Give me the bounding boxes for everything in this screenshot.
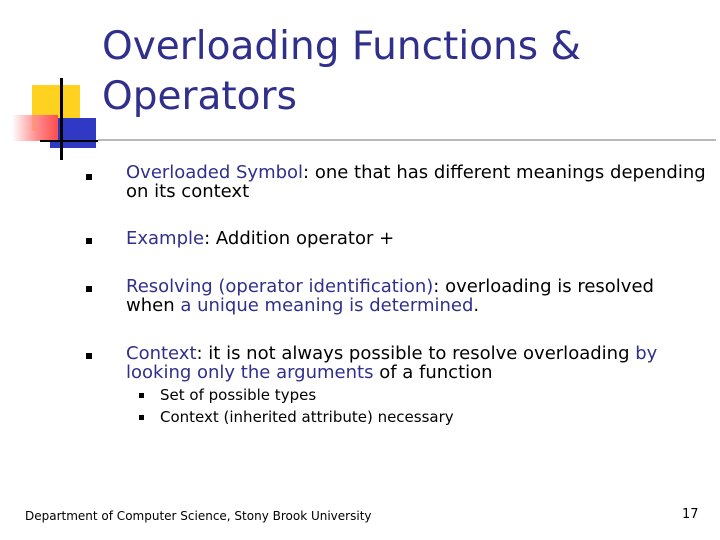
bullet-term: Example [126, 228, 205, 249]
sub-bullet-marker [139, 393, 144, 398]
bullet-marker [86, 353, 92, 359]
bullet-highlight: by looking only the arguments [126, 343, 658, 383]
bullet-separator: : it is not always possible to resolve overloading [196, 343, 636, 364]
sub-bullet-item: Set of possible types [160, 386, 317, 404]
footer-department: Department of Computer Science, Stony Brook University [25, 509, 372, 523]
sub-bullet-item: Context (inherited attribute) necessary [160, 408, 454, 426]
bullet-text: Addition operator + [215, 228, 395, 249]
sub-bullet-marker [139, 415, 144, 420]
slide-title: Overloading Functions & Operators [102, 24, 581, 119]
title-divider [98, 139, 716, 141]
bullet-text: overloading is resolved when [126, 276, 654, 316]
bullet-text-end: of a function [373, 362, 493, 383]
bullet-item-example [126, 229, 706, 248]
bullet-item-resolving [126, 277, 706, 315]
page-number: 17 [682, 507, 699, 522]
bullet-term: Overloaded Symbol [126, 162, 304, 183]
logo-horizontal-line [40, 140, 98, 142]
bullet-separator: : [433, 276, 446, 297]
bullet-text: one that has different meanings depending on its context [126, 162, 706, 202]
bullet-marker [86, 238, 92, 244]
bullet-term: Context [126, 343, 197, 364]
bullet-separator: : [303, 162, 315, 183]
bullet-marker [86, 286, 92, 292]
bullet-separator: : [204, 228, 216, 249]
bullet-text-end: . [473, 295, 480, 316]
bullet-item-overloaded-symbol [126, 163, 706, 201]
logo-square-red [12, 115, 58, 141]
bullet-highlight: a unique meaning is determined [180, 295, 474, 316]
bullet-marker [86, 174, 92, 180]
bullet-term: Resolving (operator identification) [126, 276, 434, 297]
logo-vertical-line [60, 78, 63, 160]
bullet-item-context [126, 344, 706, 382]
